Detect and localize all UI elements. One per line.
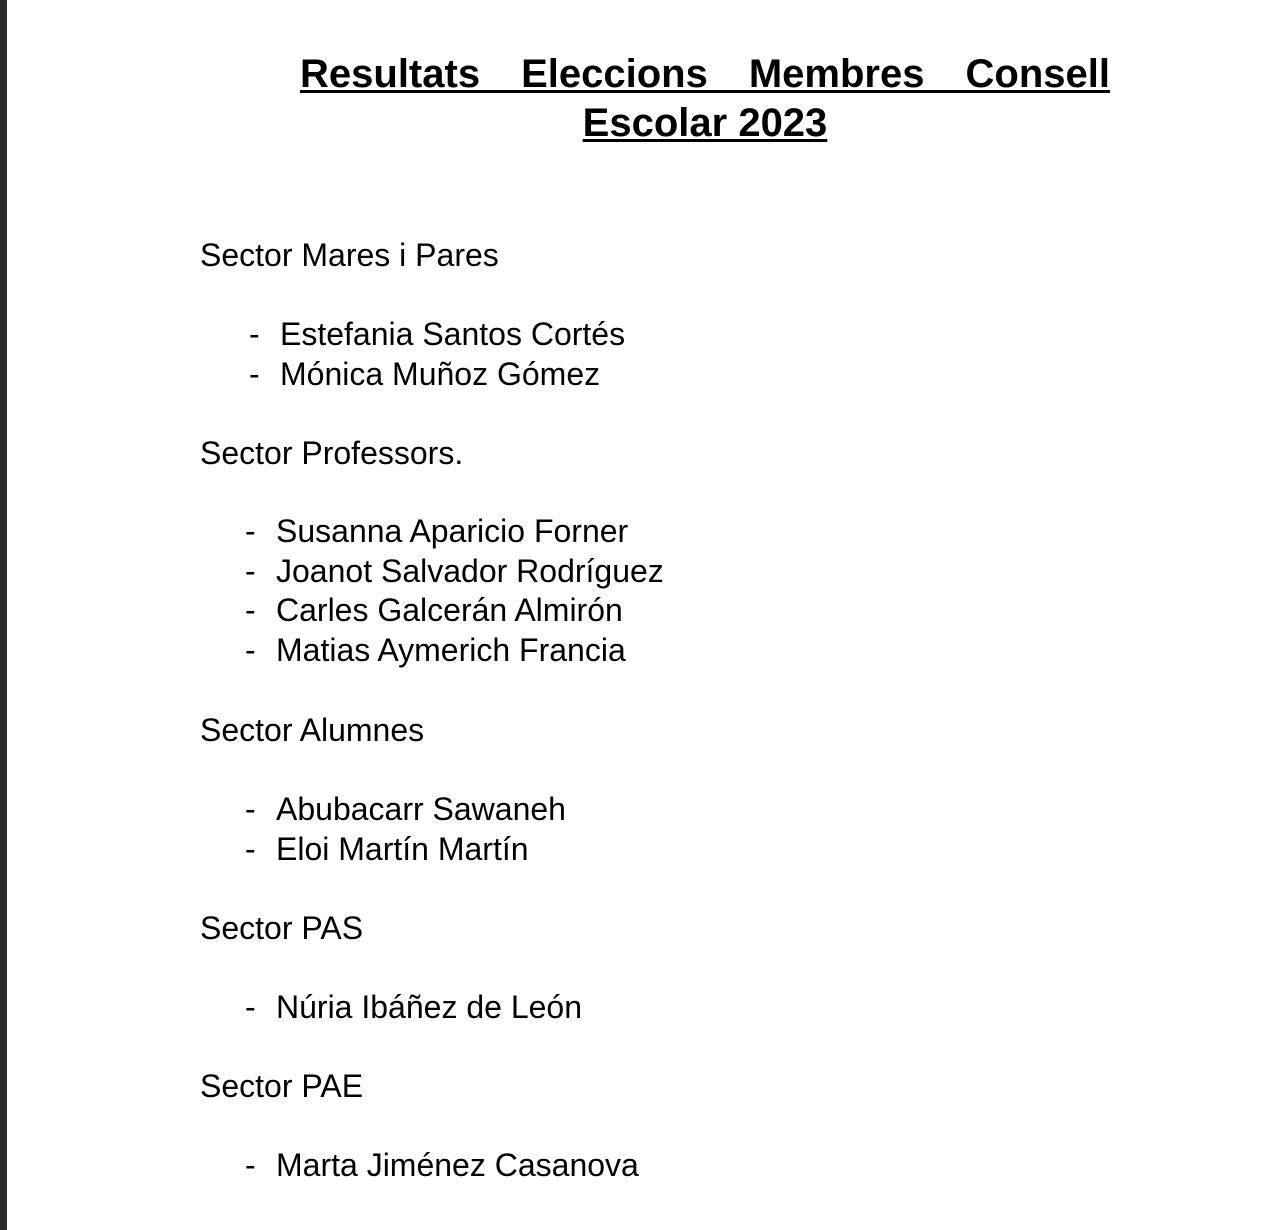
member-list-mares-pares [249,315,625,394]
list-marker: - [249,316,260,352]
member-list-pae [245,1146,639,1186]
member-name: Matias Aymerich Francia [276,632,626,669]
member-list-pas [245,988,582,1028]
list-marker: - [245,830,256,867]
list-marker: - [245,791,256,827]
list-marker: - [245,1147,256,1183]
list-item [245,790,566,830]
list-item [245,552,664,592]
title-line-1: Resultats Eleccions Membres Consell [300,52,1110,96]
sector-heading-alumnes: Sector Alumnes [200,712,425,748]
list-item [245,631,664,671]
list-marker: - [245,552,256,589]
list-marker: - [245,513,256,549]
list-item [245,988,582,1028]
member-name: Estefania Santos Cortés [280,316,626,352]
sector-heading-pae: Sector PAE [200,1068,364,1104]
member-name: Marta Jiménez Casanova [276,1147,639,1183]
list-item [245,591,664,631]
list-item [245,512,664,552]
member-name: Abubacarr Sawaneh [276,791,566,827]
list-item [245,830,566,870]
member-name: Carles Galcerán Almirón [276,592,623,629]
member-name: Mónica Muñoz Gómez [280,355,601,392]
list-marker: - [245,989,256,1025]
sector-heading-professors: Sector Professors. [200,435,464,471]
member-name: Joanot Salvador Rodríguez [276,552,664,589]
list-marker: - [245,592,256,629]
window-edge [0,0,7,1230]
list-marker: - [249,355,260,392]
member-list-professors [245,512,664,671]
member-name: Susanna Aparicio Forner [276,513,629,549]
list-item [245,1146,639,1186]
page-title [300,50,1110,148]
list-marker: - [245,632,256,669]
list-item [249,315,625,355]
member-list-alumnes [245,790,566,869]
list-item [249,355,625,395]
title-line-2: Escolar 2023 [582,101,828,145]
sector-heading-pas: Sector PAS [200,910,364,946]
sector-heading-mares-pares: Sector Mares i Pares [200,237,499,273]
member-name: Núria Ibáñez de León [276,989,582,1025]
member-name: Eloi Martín Martín [276,830,529,867]
